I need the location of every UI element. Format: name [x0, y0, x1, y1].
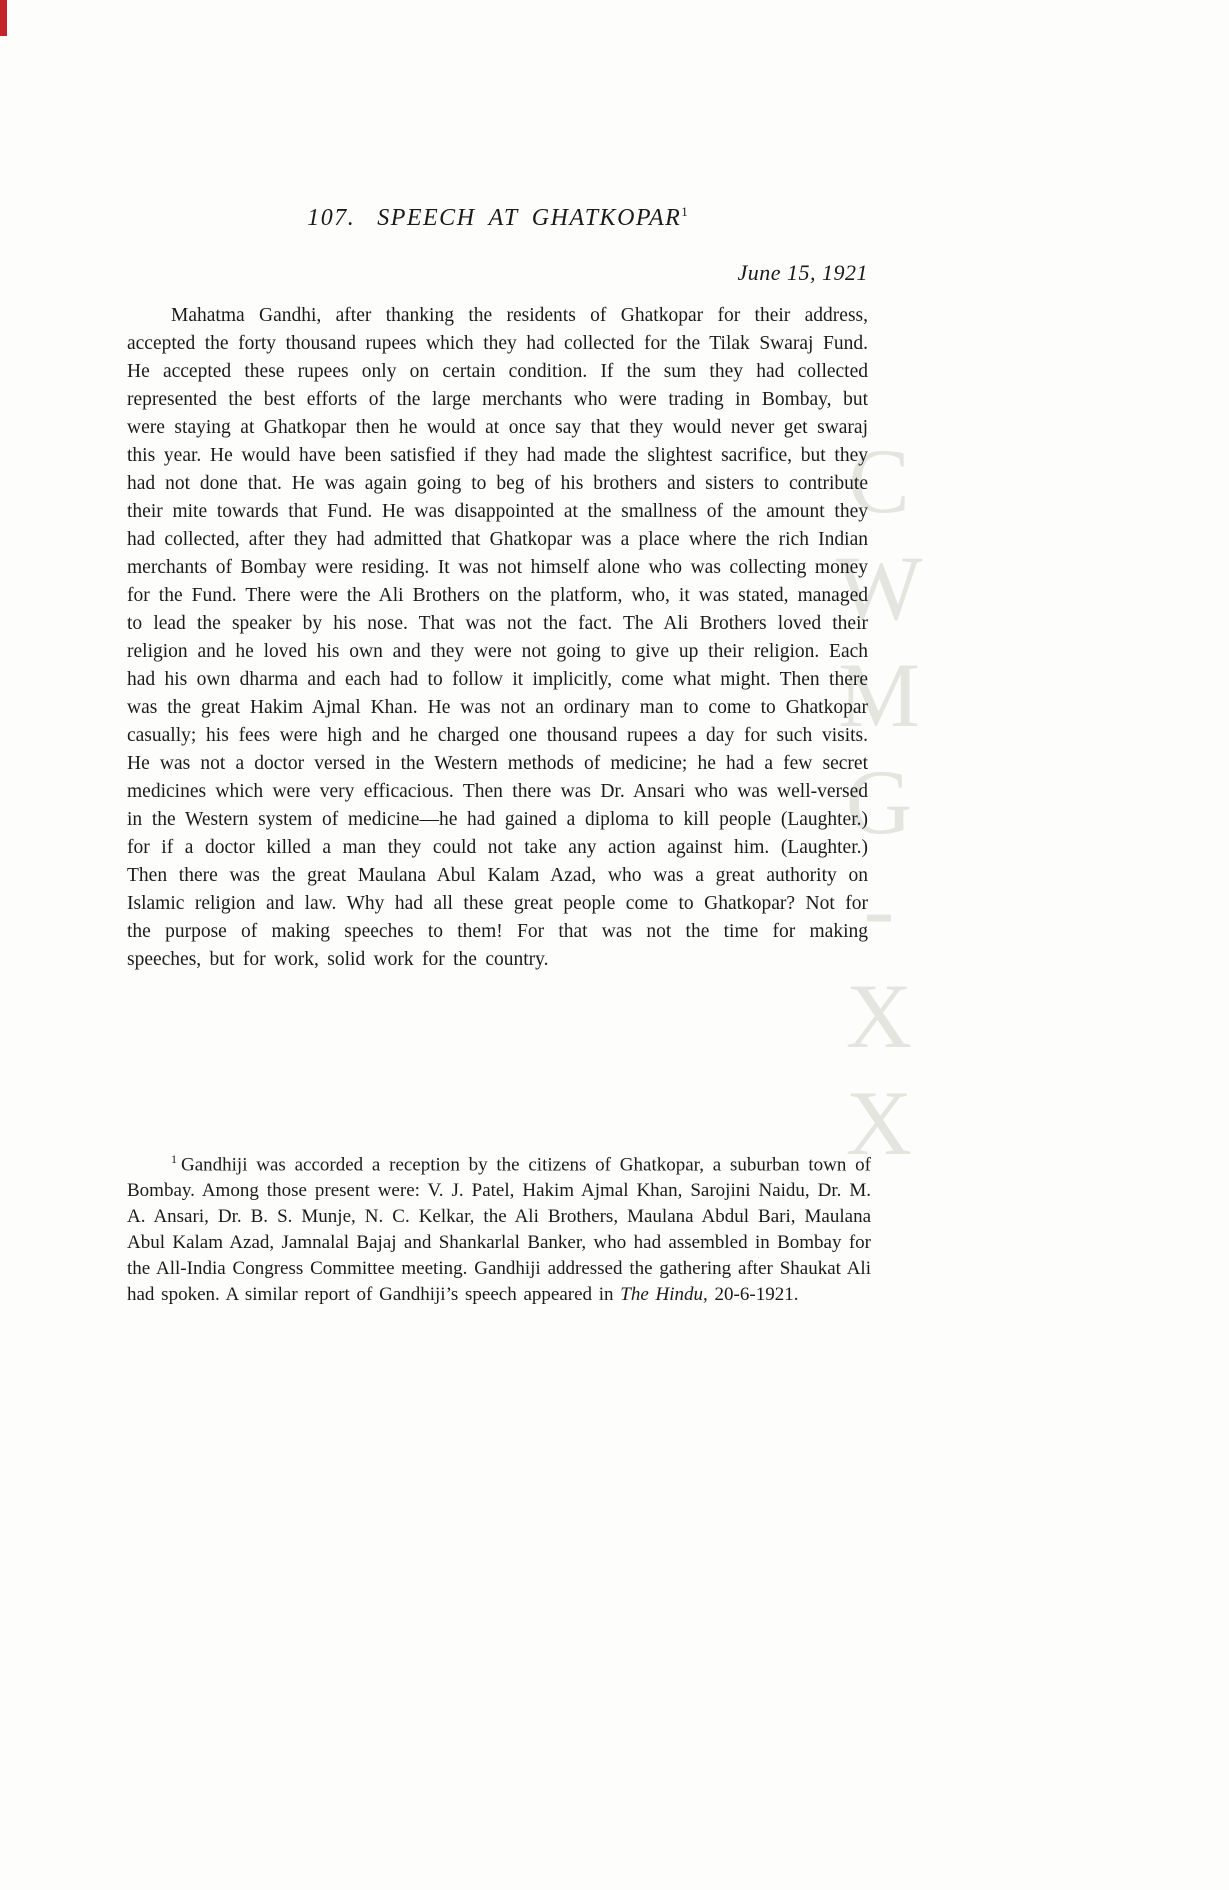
chapter-number: 107.: [307, 205, 356, 231]
title-footnote-reference: 1: [681, 204, 688, 219]
dateline: June 15, 1921: [737, 260, 868, 285]
footnote-suffix: , 20-6-1921.: [703, 1284, 799, 1306]
scan-edge-mark: [0, 0, 7, 36]
page-content: [127, 204, 868, 974]
speech-body-paragraph: Mahatma Gandhi, after thanking the residents of Ghatkopar for their address, accepted the forty thousand rupees which they had collected for the Tilak Swaraj Fund. He accepted these rupees only on certain condition. If the sum they had collected represented the best efforts of the large merchants who were trading in Bombay, but were staying at Ghatkopar then he would at once say that they would never get swaraj this year. He would have been satisfied if they had made the slightest sacrifice, but they had not done that. He was again going to beg of his brothers and sisters to contribute their mite towards that Fund. He was disappointed at the smallness of the amount they had collected, after they had admitted that Ghatkopar was a place where the rich Indian merchants of Bombay were residing. It was not himself alone who was collecting money for the Fund. There were the Ali Brothers on the platform, who, it was stated, managed to lead the speaker by his nose. That was not the fact. The Ali Brothers loved their religion and he loved his own and they were not going to give up their religion. Each had his own dharma and each had to follow it implicitly, come what might. Then there was the great Hakim Ajmal Khan. He was not an ordinary man to come to Ghatkopar casually; his fees were high and he charged one thousand rupees a day for such visits. He was not a doctor versed in the Western methods of medicine; he had a few secret medicines which were very efficacious. Then there was Dr. Ansari who was well-versed in the Western system of medicine—he had gained a diploma to kill people (Laughter.) for if a doctor killed a man they could not take any action against him. (Laughter.) Then there was the great Maulana Abul Kalam Azad, who was a great authority on Islamic religion and law. Why had all these great people come to Ghatkopar? Not for the purpose of making speeches to them! For that was not the time for making speeches, but for work, solid work for the country.: [127, 305, 868, 970]
footnote-text: Gandhiji was accorded a reception by the citizens of Ghatkopar, a suburban town of Bombay. Among those present were: V. J. Patel, Hakim Ajmal Khan, Sarojini Naidu, Dr. M. A. Ansari, Dr. B. S. Munje, N. C. Kelkar, the Ali Brothers, Maulana Abdul Bari, Maulana Abul Kalam Azad, Jamnalal Bajaj and Shankarlal Banker, who had assembled in Bombay for the All-India Congress Committee meeting. Gandhiji addressed the gathering after Shaukat Ali had spoken. A similar report of Gandhiji’s speech appeared in: [127, 1154, 871, 1306]
footnote-source-title: The Hindu: [620, 1284, 704, 1306]
chapter-title: [127, 204, 868, 232]
footnote-marker: 1: [171, 1152, 177, 1166]
footnote: [127, 1146, 871, 1308]
chapter-title-text: SPEECH AT GHATKOPAR: [377, 205, 682, 231]
watermark-text: CWMG-XX: [828, 430, 930, 1179]
